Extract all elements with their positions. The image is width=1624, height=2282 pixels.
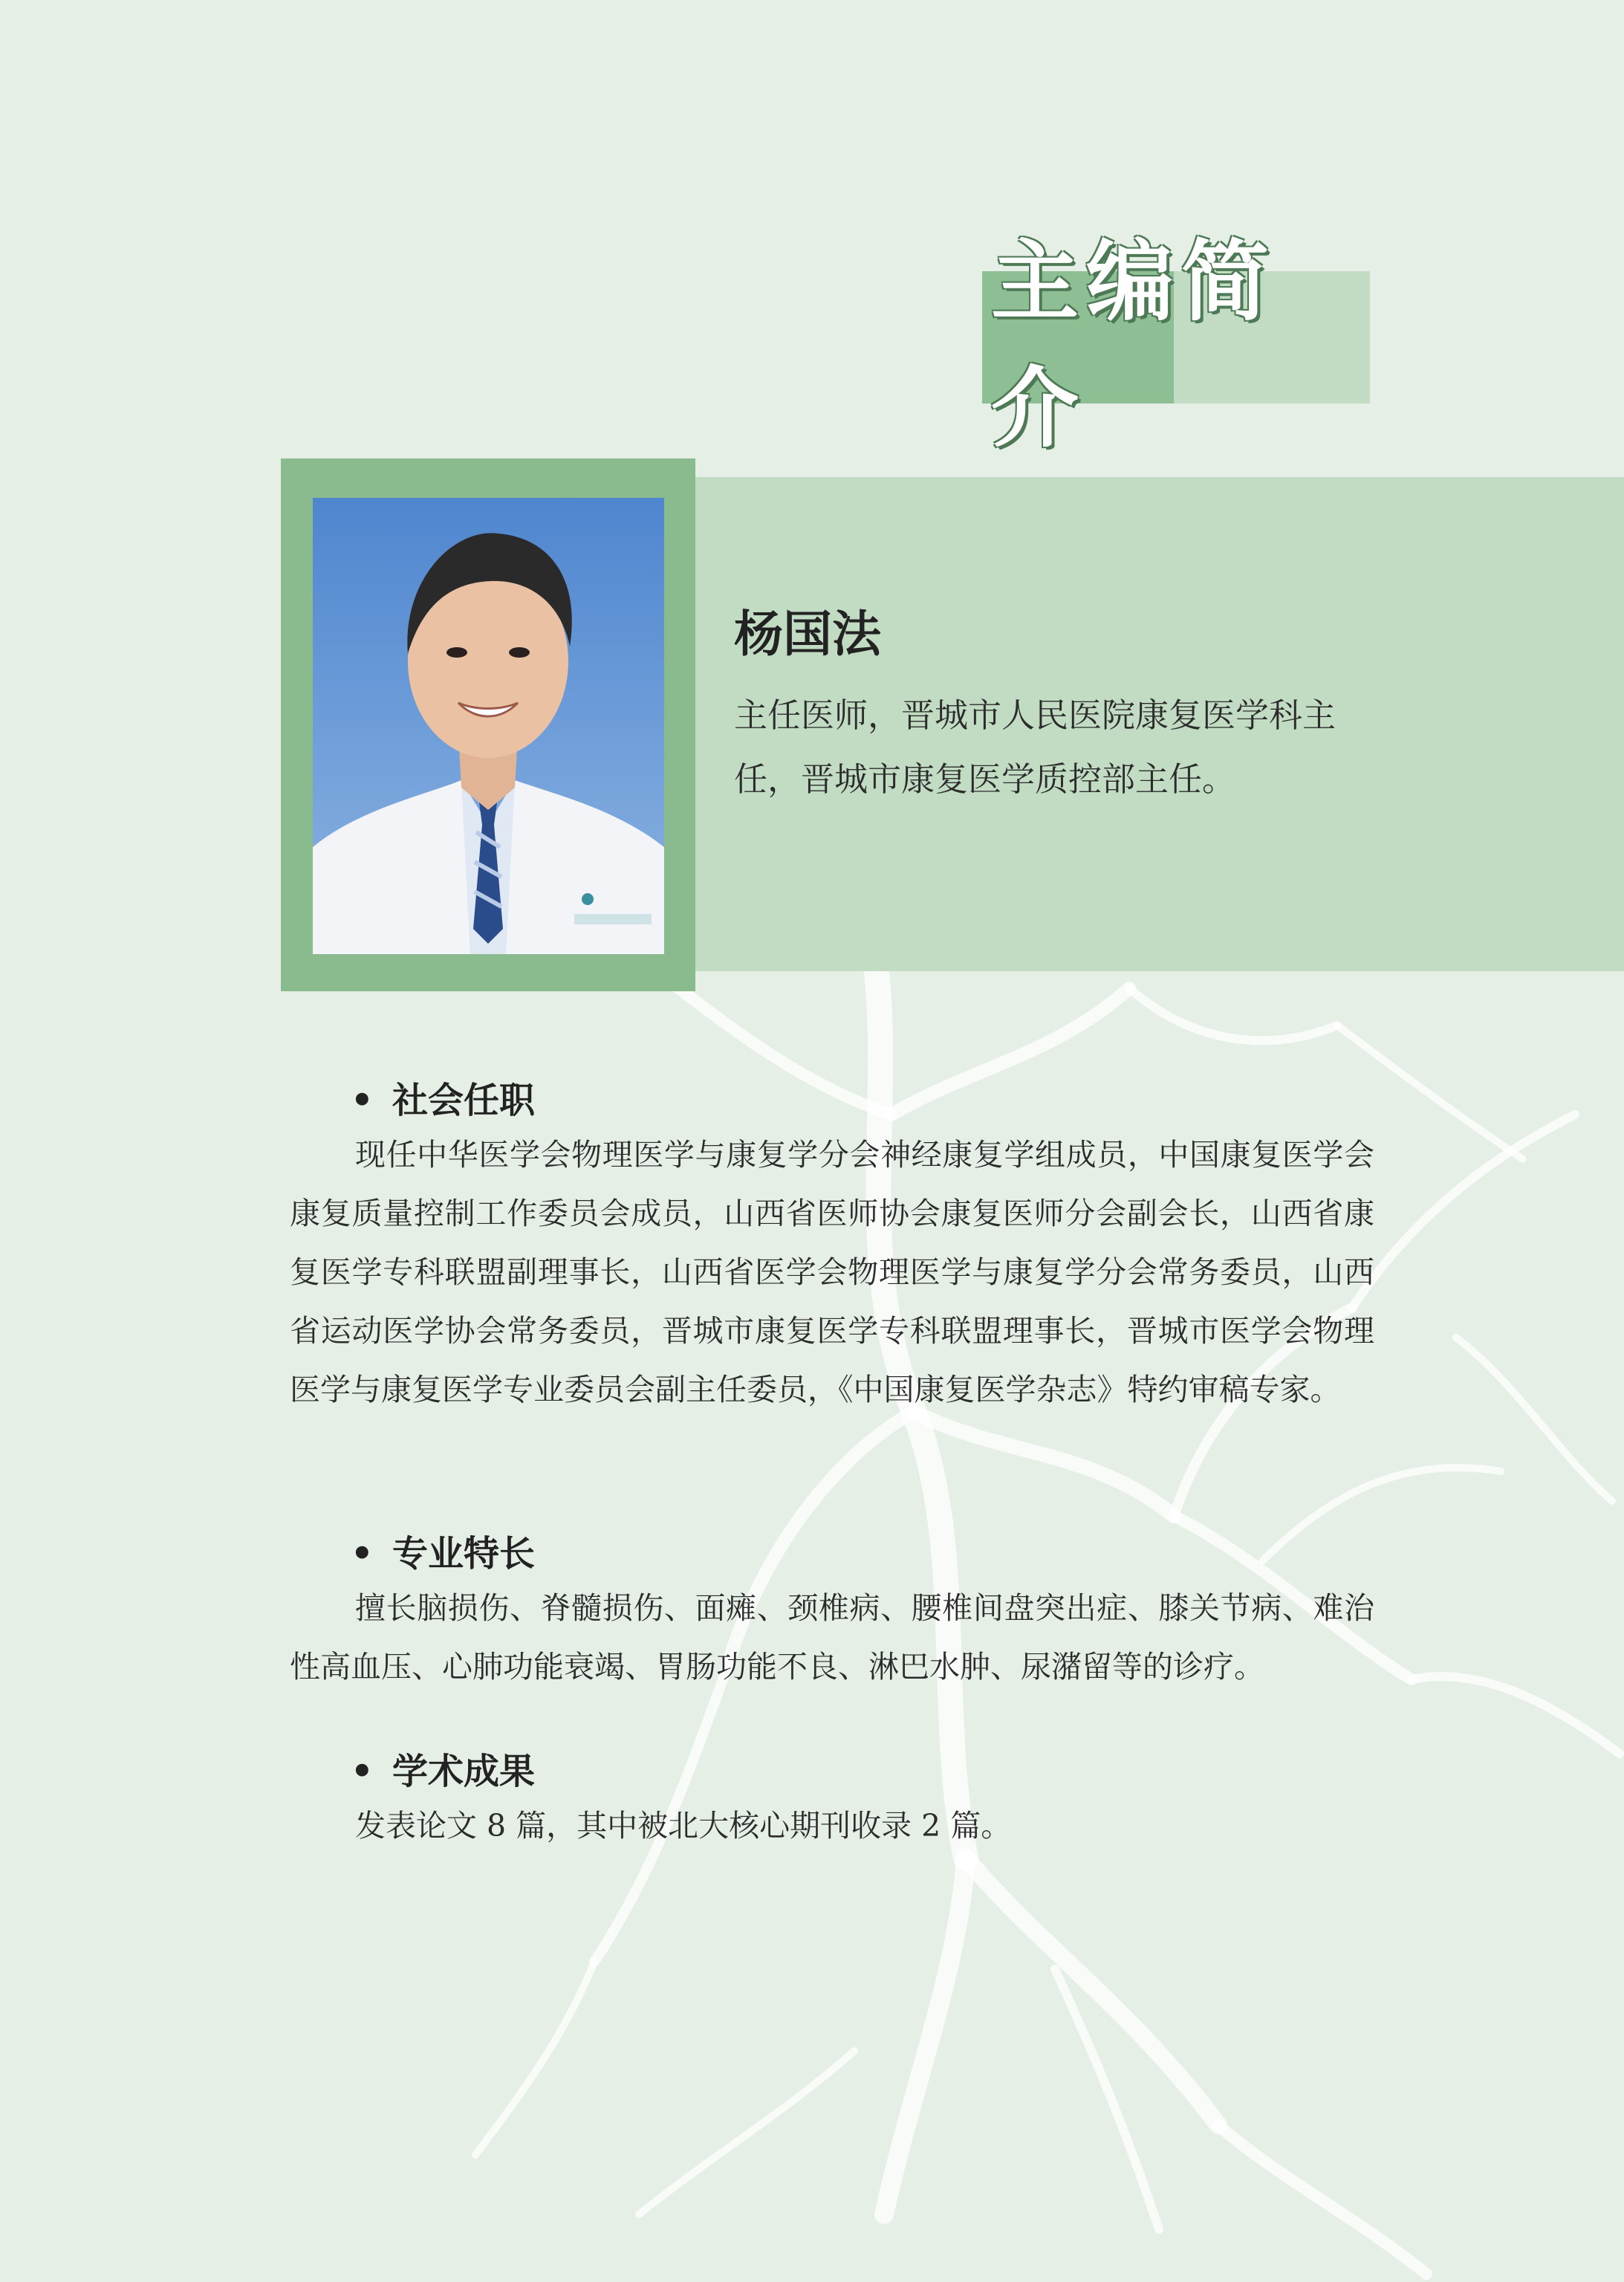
bullet-icon: •: [351, 1751, 374, 1792]
page-title: 主编简介: [991, 230, 1277, 459]
portrait-illustration: [313, 498, 664, 954]
section-heading-specialties: [351, 1525, 535, 1576]
portrait-photo: [313, 498, 664, 954]
editor-name: 杨国法: [734, 605, 881, 663]
section-title: 专业特长: [392, 1533, 536, 1575]
section-title: 学术成果: [392, 1751, 536, 1792]
section-body-academic-achievements: 发表论文 8 篇，其中被北大核心期刊收录 2 篇。: [355, 1808, 1012, 1844]
editor-summary: 主任医师，晋城市人民医院康复医学科主任，晋城市康复医学质控部主任。: [734, 696, 1336, 799]
bullet-icon: •: [351, 1080, 374, 1121]
bullet-icon: •: [351, 1533, 374, 1575]
section-body-social-positions: 现任中华医学会物理医学与康复学分会神经康复学组成员，中国康复医学会康复质量控制工作委员会成员，山西省医师协会康复医师分会副会长，山西省康复医学专科联盟副理事长，山西省医学会物理医学与康复学分会常务委员，山西省运动医学协会常务委员，晋城市康复医学专科联盟理事长，晋城市医学会物理医学与康复医学专业委员会副主任委员，《中国康复医学杂志》特约审稿专家。: [290, 1137, 1374, 1407]
section-title: 社会任职: [392, 1080, 536, 1121]
section-body-specialties: 擅长脑损伤、脊髓损伤、面瘫、颈椎病、腰椎间盘突出症、膝关节病、难治性高血压、心肺功能衰竭、胃肠功能不良、淋巴水肿、尿潴留等的诊疗。: [290, 1590, 1374, 1685]
section-heading-academic-achievements: [351, 1743, 535, 1794]
section-heading-social-positions: [351, 1072, 535, 1123]
